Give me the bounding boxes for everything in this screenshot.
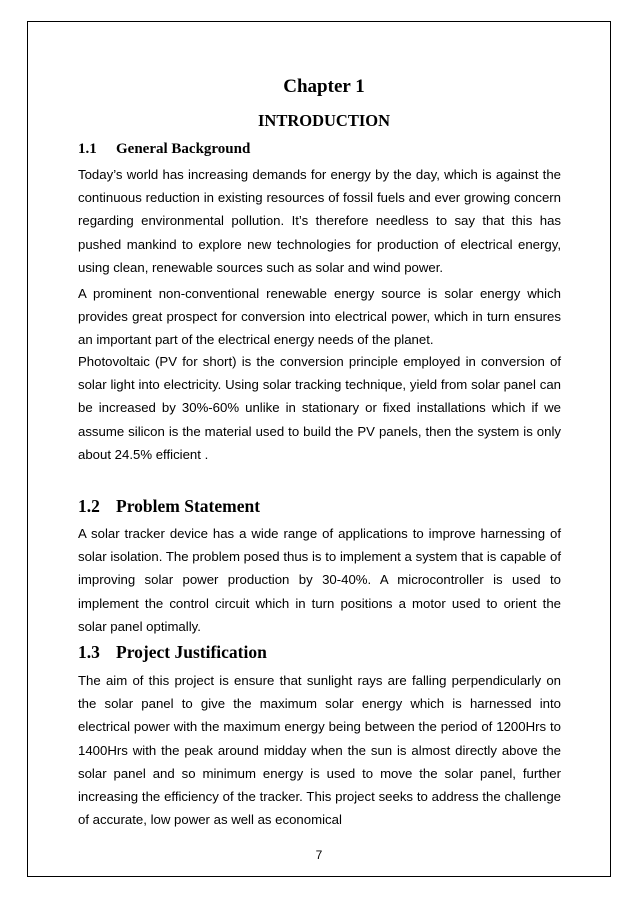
chapter-subtitle: INTRODUCTION	[257, 111, 391, 130]
paragraph-problem-statement: A solar tracker device has a wide range of applications to improve harnessing of solar isolation. The problem posed thus is to implement a system that is capable of improving solar power production by 30-40%. A microcontroller is used to implement the control circuit which in turn positions a motor used to orient the solar panel optimally.	[78, 526, 561, 634]
section-title: Problem Statement	[116, 496, 261, 516]
paragraph-general-background-1: Today’s world has increasing demands for energy by the day, which is against the continuous reduction in existing resources of fossil fuels and ever growing concern regarding environmental pollution. It’s therefore needless to say that this has pushed mankind to explore new technologies for production of electrical energy, using clean, renewable sources such as solar and wind power.	[78, 167, 561, 275]
section-heading-general-background	[78, 141, 250, 158]
page-number: 7	[315, 848, 323, 862]
section-number: 1.2	[78, 496, 100, 516]
section-heading-problem-statement	[78, 496, 260, 517]
section-number: 1.1	[78, 141, 97, 157]
section-heading-project-justification	[78, 642, 267, 663]
chapter-title: Chapter 1	[283, 76, 365, 97]
section-title: Project Justification	[116, 642, 267, 662]
paragraph-general-background-3: Photovoltaic (PV for short) is the conversion principle employed in conversion of solar light into electricity. Using solar tracking technique, yield from solar panel can be increased by 30%-60% unlike in stationary or fixed installations which if we assume silicon is the material used to build the PV panels, then the system is only about 24.5% efficient .	[78, 354, 561, 462]
paragraph-general-background-2: A prominent non-conventional renewable energy source is solar energy which provides great prospect for conversion into electrical power, which in turn ensures an important part of the electrical energy needs of the planet.	[78, 286, 561, 348]
section-title: General Background	[116, 141, 251, 157]
section-number: 1.3	[78, 642, 100, 662]
paragraph-project-justification: The aim of this project is ensure that sunlight rays are falling perpendicularly on the solar panel to give the maximum solar energy which is harnessed into electrical power with the maximum energy being between the period of 1200Hrs to 1400Hrs with the peak around midday when the sun is almost directly above the solar panel and so minimum energy is used to move the solar panel, further increasing the efficiency of the tracker. This project seeks to address the challenge of accurate, low power as well as economical	[78, 673, 561, 828]
